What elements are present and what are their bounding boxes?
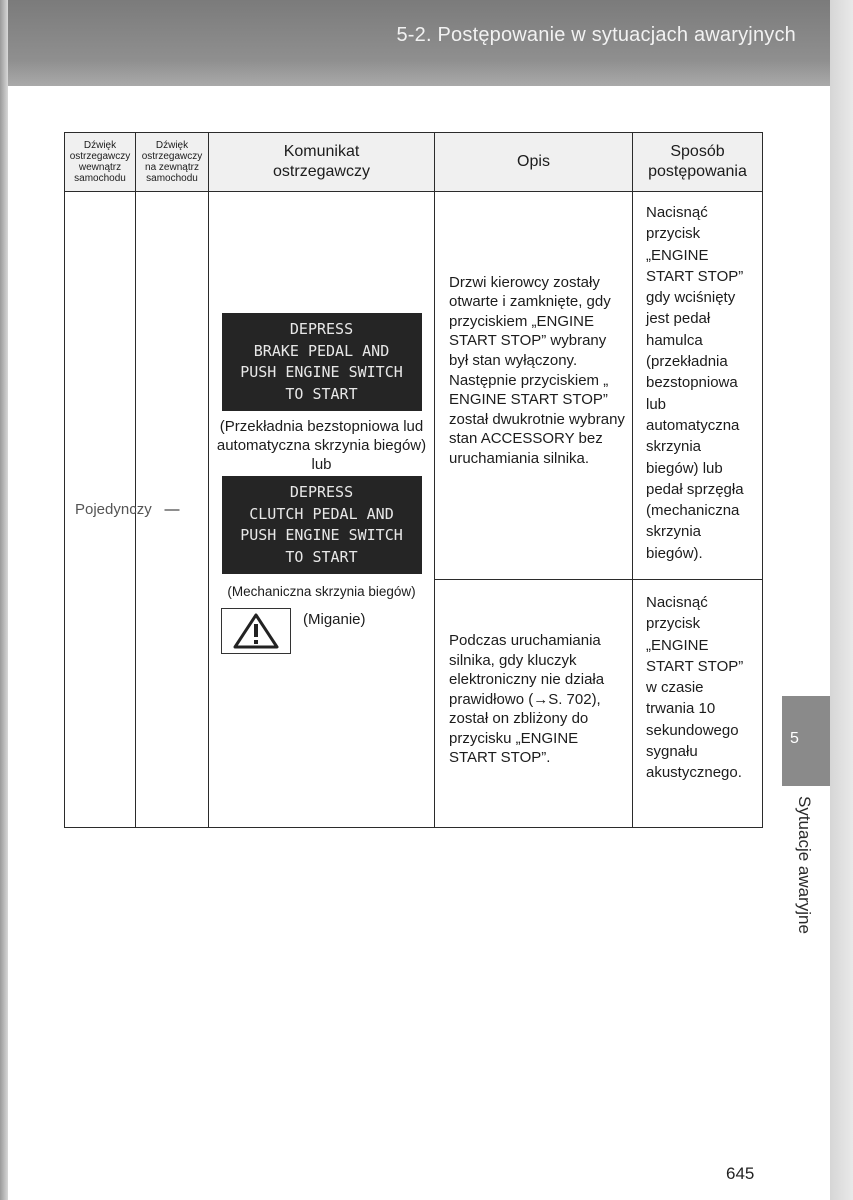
description-cell xyxy=(435,580,633,828)
lcd-line: DEPRESS xyxy=(289,320,354,338)
caption-cvt: (Przekładnia bezstopniowa lud automatyczna skrzynia biegów) xyxy=(216,417,427,454)
header-description: Opis xyxy=(435,133,633,192)
lcd-line: BRAKE PEDAL AND xyxy=(253,341,390,360)
header-inside-sound: Dźwięk ostrzegawczy wewnątrz samochodu xyxy=(65,133,136,192)
lcd-line: PUSH ENGINE SWITCH xyxy=(240,526,403,545)
warning-table xyxy=(64,132,763,828)
table-header-row xyxy=(65,133,763,192)
description-cell xyxy=(435,192,633,580)
page-number: 645 xyxy=(726,1164,755,1183)
table-row xyxy=(65,192,763,580)
section-title: 5-2. Postępowanie w sytuacjach awaryjnych xyxy=(396,24,796,46)
lcd-line: TO START xyxy=(285,547,358,566)
lcd-line: CLUTCH PEDAL AND xyxy=(249,504,394,523)
warning-triangle-icon xyxy=(231,611,281,651)
action-cell: Nacisnąć przycisk „ENGINE START STOP” w czasie trwania 10 sekundowego sygnału akustycznego. xyxy=(633,580,763,828)
lcd-line: DEPRESS xyxy=(289,482,354,501)
warning-box xyxy=(221,608,291,654)
description-text: Podczas uruchamiania silnika, gdy kluczyk elektroniczny nie działa prawidłowo (→S. 702), został on zbliżony do przycisku „ENGINE START STOP”. xyxy=(449,631,605,767)
message-spacer xyxy=(209,192,434,313)
header-outside-sound: Dźwięk ostrzegawczy na zewnątrz samochodu xyxy=(136,133,209,192)
page-right-edge xyxy=(830,0,853,1200)
message-cell xyxy=(209,192,435,828)
caption-manual: (Mechaniczna skrzynia biegów) xyxy=(227,583,416,599)
page-left-edge xyxy=(0,0,8,1200)
chapter-number: 5 xyxy=(790,730,799,747)
blink-note: (Miganie) xyxy=(303,610,366,628)
lcd-message-clutch xyxy=(222,476,422,574)
inside-sound-value: Pojedynczy xyxy=(75,501,152,518)
outside-sound-value: — xyxy=(164,501,180,518)
lcd-line: PUSH ENGINE SWITCH xyxy=(240,363,403,382)
header-action-text: Sposób postępowania xyxy=(648,143,747,180)
caption-or: lub xyxy=(311,455,332,473)
inside-sound-cell xyxy=(65,192,152,828)
header-message xyxy=(209,133,435,192)
action-cell: Nacisnąć przycisk „ENGINE START STOP” gdy wciśnięty jest pedał hamulca (przekładnia bezstopniowa lub automatyczna skrzynia biegów) lub pedał sprzęgła (mechaniczna skrzynia biegów). xyxy=(633,192,763,580)
chapter-tab[interactable] xyxy=(782,696,830,786)
header-action xyxy=(633,133,763,192)
page-header xyxy=(8,0,830,86)
lcd-message-brake xyxy=(222,313,422,411)
description-text: Drzwi kierowcy zostały otwarte i zamknięte, gdy przyciskiem „ENGINE START STOP” wybrany był stan wyłączony. Następnie przyciskiem „ ENGINE START STOP” został dwukrotnie wybrany stan ACCESSORY bez uruchamiania silnika. xyxy=(449,273,625,467)
warning-indicator xyxy=(221,608,434,654)
lcd-line: TO START xyxy=(285,385,358,404)
header-message-text: Komunikat ostrzegawczy xyxy=(273,143,370,180)
chapter-label: Sytuacje awaryjne xyxy=(795,796,814,934)
